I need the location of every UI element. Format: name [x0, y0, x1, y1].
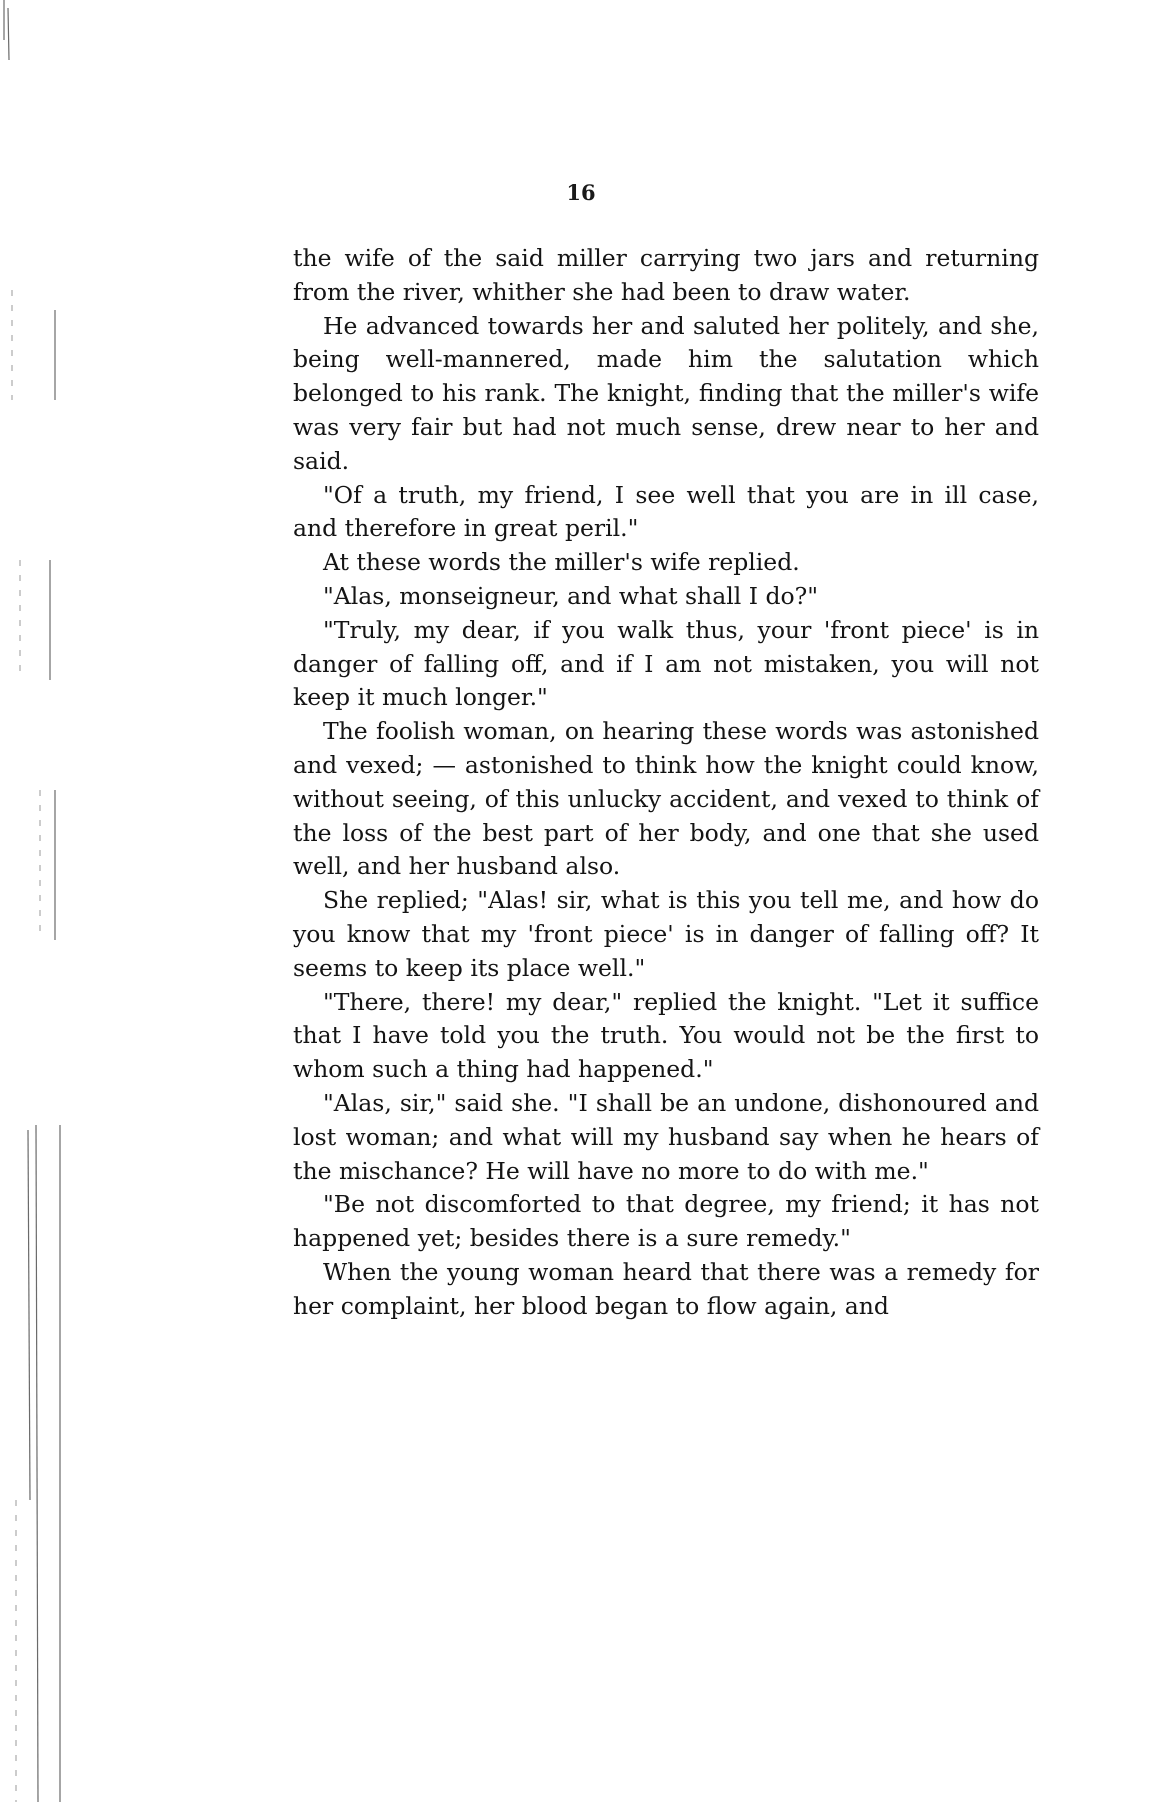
- paragraph: At these words the miller's wife replied.: [323, 548, 800, 577]
- paragraph: "There, there! my dear," replied the knight. "Let it suffice that I have told you the truth. You would not be the first to whom such a thing had happened.": [293, 987, 1039, 1084]
- paragraph: When the young woman heard that there was a remedy for her complaint, her blood began to flow again, and: [293, 1257, 1039, 1320]
- paragraph: "Alas, monseigneur, and what shall I do?": [323, 581, 819, 610]
- paragraph: She replied; "Alas! sir, what is this you tell me, and how do you know that my 'front piece' is in danger of falling off? It seems to keep its place well.": [293, 886, 1039, 982]
- paragraph: "Be not discomforted to that degree, my friend; it has not happened yet; besides there is a sure remedy.": [293, 1190, 1039, 1253]
- page-number: 16: [566, 180, 596, 205]
- paragraph: "Truly, my dear, if you walk thus, your 'front piece' is in danger of falling off, and if I am not mistaken, you will not keep it much longer.": [293, 615, 1039, 712]
- paragraph: "Of a truth, my friend, I see well that you are in ill case, and therefore in great peril.": [293, 480, 1039, 543]
- paragraph: The foolish woman, on hearing these words was astonished and vexed; — astonished to think how the knight could know, without seeing, of this unlucky accident, and vexed to think of the loss of the best part of her body, and one that she used well, and her husband also.: [293, 717, 1039, 881]
- paragraph: the wife of the said miller carrying two jars and returning from the river, whither she had been to draw water.: [293, 244, 1039, 306]
- body-text: [293, 242, 1039, 1324]
- paragraph: He advanced towards her and saluted her politely, and she, being well-mannered, made him the salutation which belonged to his rank. The knight, finding that the miller's wife was very fair but had not much sense, drew near to her and said.: [293, 311, 1039, 475]
- paragraph: "Alas, sir," said she. "I shall be an undone, dishonoured and lost woman; and what will my husband say when he hears of the mischance? He will have no more to do with me.": [293, 1088, 1039, 1185]
- binding-gutter-marks: [0, 0, 80, 1802]
